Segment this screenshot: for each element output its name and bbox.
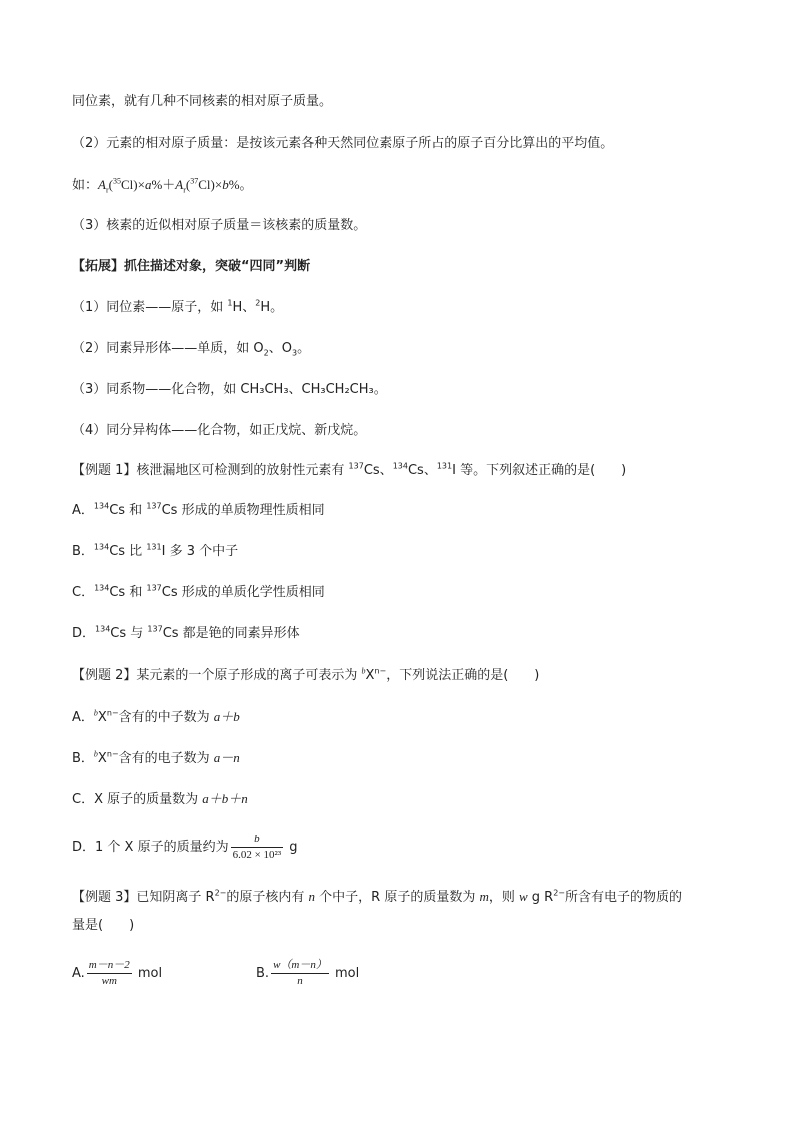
denominator: wm bbox=[101, 975, 117, 987]
option-letter: D． bbox=[72, 626, 96, 641]
text-segment: 【例题 2】某元素的一个原子形成的离子可表示为 bbox=[72, 668, 362, 683]
option-letter: B． bbox=[72, 751, 94, 766]
variable: b bbox=[222, 177, 229, 192]
text-segment: C．X 原子的质量数为 bbox=[72, 792, 203, 807]
question-stem bbox=[72, 667, 539, 685]
text-line bbox=[72, 381, 387, 399]
superscript: 137 bbox=[348, 461, 364, 471]
math-expression: a＋b＋n bbox=[202, 791, 248, 806]
question-stem bbox=[72, 888, 682, 907]
option-a bbox=[72, 502, 325, 520]
option-letter: C． bbox=[72, 585, 95, 600]
option-a bbox=[72, 708, 240, 727]
text-segment: （2）元素的相对原子质量：是按该元素各种天然同位素原子所占的原子百分比算出的平均值。 bbox=[72, 136, 614, 151]
superscript: 137 bbox=[146, 583, 162, 593]
option-b bbox=[72, 543, 238, 561]
text-segment: 所含有电子的物质的 bbox=[565, 890, 683, 905]
superscript: b bbox=[93, 749, 98, 759]
math-expression: a－n bbox=[213, 750, 240, 765]
denominator: 6.02 × 10²³ bbox=[232, 849, 282, 861]
superscript: 134 bbox=[93, 501, 110, 511]
text-segment: Cs 和 bbox=[109, 503, 147, 518]
fraction bbox=[87, 958, 132, 989]
symbol: Cl)× bbox=[198, 177, 223, 192]
denominator: n bbox=[297, 975, 303, 987]
symbol: %。 bbox=[228, 177, 253, 192]
superscript: 35 bbox=[112, 176, 121, 186]
subscript: r bbox=[105, 185, 109, 195]
unit: mol bbox=[330, 966, 360, 981]
text-segment: 个中子，R 原子的质量数为 bbox=[315, 890, 480, 905]
text-segment: Cs、 bbox=[407, 463, 437, 478]
text-segment: ，下列说法正确的是( ) bbox=[386, 668, 540, 683]
text-segment: 。 bbox=[297, 341, 311, 356]
superscript: 134 bbox=[392, 461, 408, 471]
superscript: b bbox=[361, 666, 366, 676]
text-segment: 【拓展】抓住描述对象，突破“四同”判断 bbox=[72, 259, 311, 274]
superscript: 137 bbox=[146, 501, 162, 511]
formula-line bbox=[72, 176, 253, 194]
text-segment: I 多 3 个中子 bbox=[161, 544, 239, 559]
option-d bbox=[72, 625, 300, 643]
question-stem bbox=[72, 462, 626, 480]
text-line bbox=[72, 299, 283, 317]
superscript: 37 bbox=[190, 176, 199, 186]
option-letter: A． bbox=[72, 710, 94, 725]
symbol: X bbox=[97, 710, 107, 725]
text-line bbox=[72, 422, 366, 440]
text-segment: （2）同素异形体——单质，如 O bbox=[72, 341, 264, 356]
text-segment: D．1 个 X 原子的质量约为 bbox=[72, 840, 229, 855]
unit: mol bbox=[133, 966, 163, 981]
superscript: 131 bbox=[436, 461, 453, 471]
superscript: 134 bbox=[93, 542, 110, 552]
text-segment: Cs 比 bbox=[109, 544, 147, 559]
text-segment: ，则 bbox=[488, 890, 519, 905]
text-segment: 【例题 1】核泄漏地区可检测到的放射性元素有 bbox=[72, 463, 349, 478]
text-segment: 的原子核内有 bbox=[226, 890, 309, 905]
text-line bbox=[72, 93, 332, 111]
superscript: 134 bbox=[95, 624, 111, 634]
variable: w bbox=[518, 889, 528, 904]
text-segment: 、O bbox=[268, 341, 292, 356]
text-segment: Cs 与 bbox=[110, 626, 148, 641]
option-b bbox=[256, 958, 359, 989]
option-b bbox=[72, 749, 240, 768]
text-segment: g bbox=[285, 840, 298, 855]
superscript: 1 bbox=[227, 298, 233, 308]
superscript: n− bbox=[106, 749, 119, 759]
section-heading bbox=[72, 258, 310, 276]
text-segment: 同位素，就有几种不同核素的相对原子质量。 bbox=[72, 94, 333, 109]
symbol: Cl)× bbox=[120, 177, 145, 192]
text-line bbox=[72, 917, 134, 935]
symbol: ( bbox=[185, 177, 191, 192]
numerator: w（m－n） bbox=[271, 958, 329, 974]
superscript: n− bbox=[106, 708, 119, 718]
text-segment: H。 bbox=[260, 300, 284, 315]
fraction bbox=[231, 832, 284, 863]
symbol: ( bbox=[108, 177, 113, 192]
numerator: m－n－2 bbox=[87, 958, 132, 974]
option-letter: A. bbox=[72, 966, 85, 981]
math-expression: a＋b bbox=[213, 709, 240, 724]
symbol: X bbox=[365, 668, 375, 683]
text-segment: Cs 都是铯的同素异形体 bbox=[162, 626, 300, 641]
option-a bbox=[72, 958, 162, 989]
fraction bbox=[271, 958, 329, 989]
option-letter: B． bbox=[72, 544, 94, 559]
variable: a bbox=[144, 177, 152, 192]
subscript: r bbox=[183, 185, 186, 195]
superscript: 134 bbox=[94, 583, 110, 593]
subscript: 2 bbox=[263, 348, 269, 358]
superscript: 2 bbox=[255, 298, 261, 308]
superscript: n− bbox=[374, 666, 387, 676]
superscript: 131 bbox=[146, 542, 162, 552]
option-c bbox=[72, 584, 325, 602]
symbol: X bbox=[97, 751, 107, 766]
option-letter: A． bbox=[72, 503, 94, 518]
text-segment: 如： bbox=[72, 177, 99, 192]
text-segment: （3）同系物——化合物，如 CH₃CH₃、CH₃CH₂CH₃。 bbox=[72, 382, 387, 397]
text-segment: （4）同分异构体——化合物，如正戊烷、新戊烷。 bbox=[72, 423, 367, 438]
symbol: A bbox=[175, 177, 184, 192]
variable: n bbox=[308, 889, 316, 904]
superscript: b bbox=[93, 708, 98, 718]
symbol: A bbox=[98, 177, 106, 192]
text-segment: I 等。下列叙述正确的是( ) bbox=[452, 463, 627, 478]
text-segment: 含有的中子数为 bbox=[118, 710, 214, 725]
text-segment: g R bbox=[527, 890, 554, 905]
option-c bbox=[72, 790, 248, 809]
text-segment: Cs 和 bbox=[109, 585, 147, 600]
text-segment: 量是( ) bbox=[72, 918, 135, 933]
text-line bbox=[72, 217, 366, 235]
superscript: 137 bbox=[147, 624, 163, 634]
superscript: 2− bbox=[553, 888, 566, 898]
text-segment: H、 bbox=[232, 300, 256, 315]
numerator: b bbox=[231, 832, 284, 848]
text-segment: 含有的电子数为 bbox=[118, 751, 214, 766]
option-letter: B. bbox=[256, 966, 270, 981]
text-segment: Cs、 bbox=[363, 463, 393, 478]
text-segment: （3）核素的近似相对原子质量＝该核素的质量数。 bbox=[72, 218, 367, 233]
variable: m bbox=[479, 889, 489, 904]
text-segment: （1）同位素——原子，如 bbox=[72, 300, 228, 315]
text-segment: Cs 形成的单质化学性质相同 bbox=[161, 585, 325, 600]
text-segment: Cs 形成的单质物理性质相同 bbox=[161, 503, 325, 518]
superscript: 2− bbox=[214, 888, 227, 898]
symbol: %＋ bbox=[151, 177, 176, 192]
text-line bbox=[72, 135, 613, 153]
text-line bbox=[72, 340, 310, 358]
text-segment: 【例题 3】已知阴离子 R bbox=[72, 890, 215, 905]
subscript: 3 bbox=[291, 348, 298, 358]
option-d bbox=[72, 832, 298, 863]
